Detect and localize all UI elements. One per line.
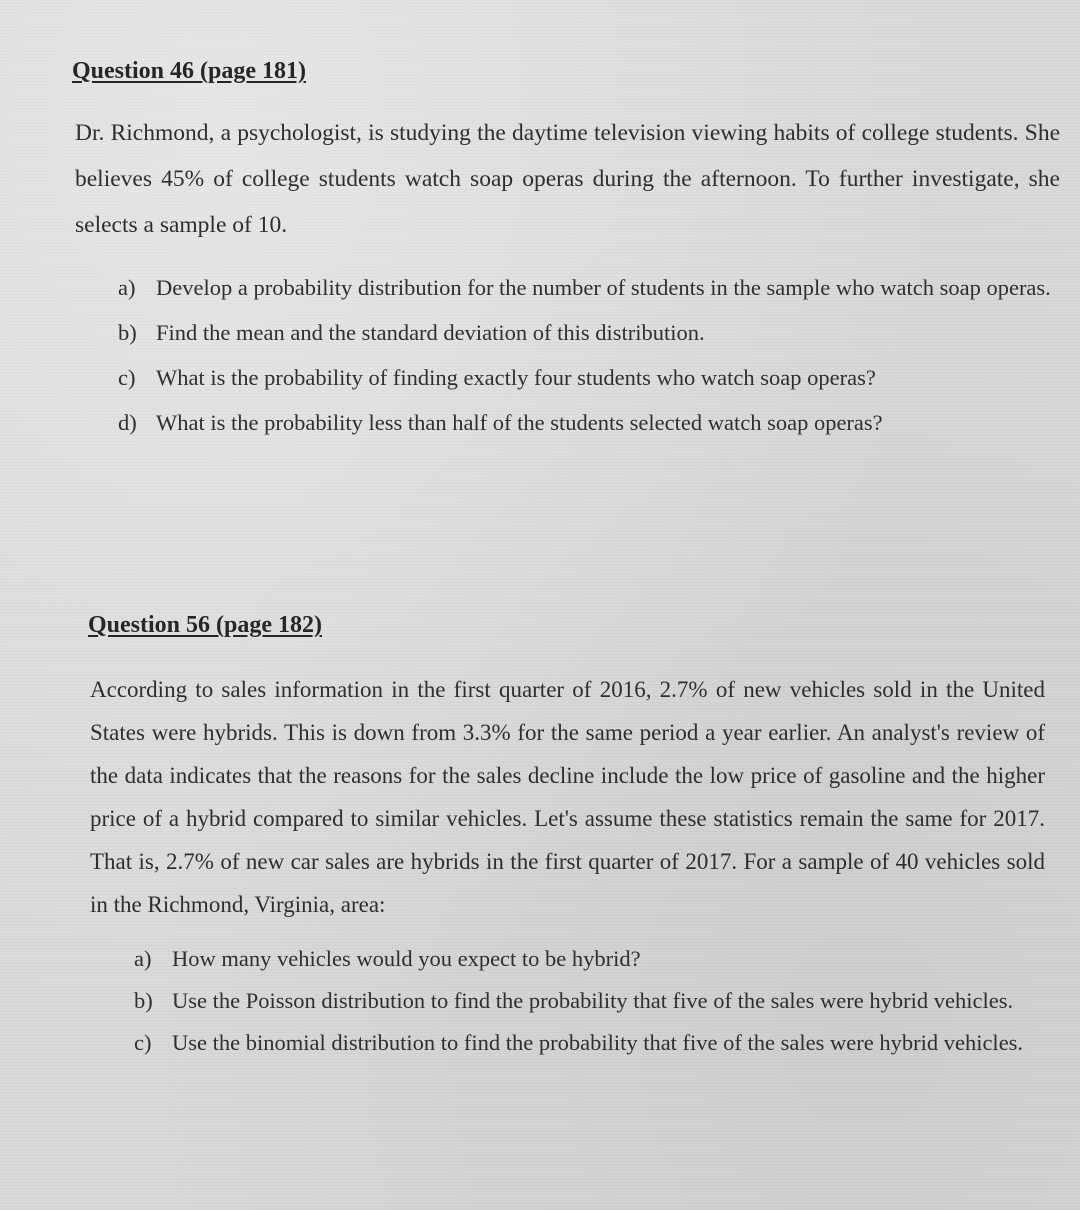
part-text: How many vehicles would you expect to be hybrid? (172, 946, 641, 971)
part-letter: b) (118, 320, 137, 345)
question-46-part-c (118, 355, 1063, 400)
question-46-heading: Question 46 (page 181) (72, 58, 306, 84)
question-56-part-c (134, 1022, 1046, 1064)
question-46-parts (118, 265, 1063, 445)
part-letter: b) (134, 988, 153, 1013)
question-46-part-d (118, 400, 1063, 445)
part-letter: c) (118, 365, 136, 390)
part-letter: d) (118, 410, 137, 435)
question-46-part-a (118, 265, 1063, 310)
question-46-body: Dr. Richmond, a psychologist, is studying the daytime television viewing habits of college students. She believes 45% of college students watch soap operas during the afternoon. To further investigate, she selects a sample of 10. (75, 120, 1060, 238)
part-letter: c) (134, 1030, 152, 1055)
part-text: What is the probability of finding exactly four students who watch soap operas? (156, 365, 876, 390)
question-56-body: According to sales information in the first quarter of 2016, 2.7% of new vehicles sold in the United States were hybrids. This is down from 3.3% for the same period a year earlier. An analyst's review of the data indicates that the reasons for the sales decline include the low price of gasoline and the higher price of a hybrid compared to similar vehicles. Let's assume these statistics remain the same for 2017. That is, 2.7% of new car sales are hybrids in the first quarter of 2017. For a sample of 40 vehicles sold in the Richmond, Virginia, area: (90, 677, 1045, 917)
part-text: What is the probability less than half of the students selected watch soap operas? (156, 410, 883, 435)
part-text: Develop a probability distribution for the number of students in the sample who watch soap operas. (156, 275, 1051, 300)
part-text: Find the mean and the standard deviation of this distribution. (156, 320, 705, 345)
question-56-parts (134, 938, 1046, 1064)
question-46-part-b (118, 310, 1063, 355)
question-56-heading: Question 56 (page 182) (88, 612, 322, 638)
part-text: Use the Poisson distribution to find the probability that five of the sales were hybrid vehicles. (172, 988, 1014, 1013)
question-56-part-b (134, 980, 1046, 1022)
question-56-part-a (134, 938, 1046, 980)
part-text: Use the binomial distribution to find the probability that five of the sales were hybrid vehicles. (172, 1030, 1024, 1055)
part-letter: a) (118, 275, 136, 300)
part-letter: a) (134, 946, 152, 971)
